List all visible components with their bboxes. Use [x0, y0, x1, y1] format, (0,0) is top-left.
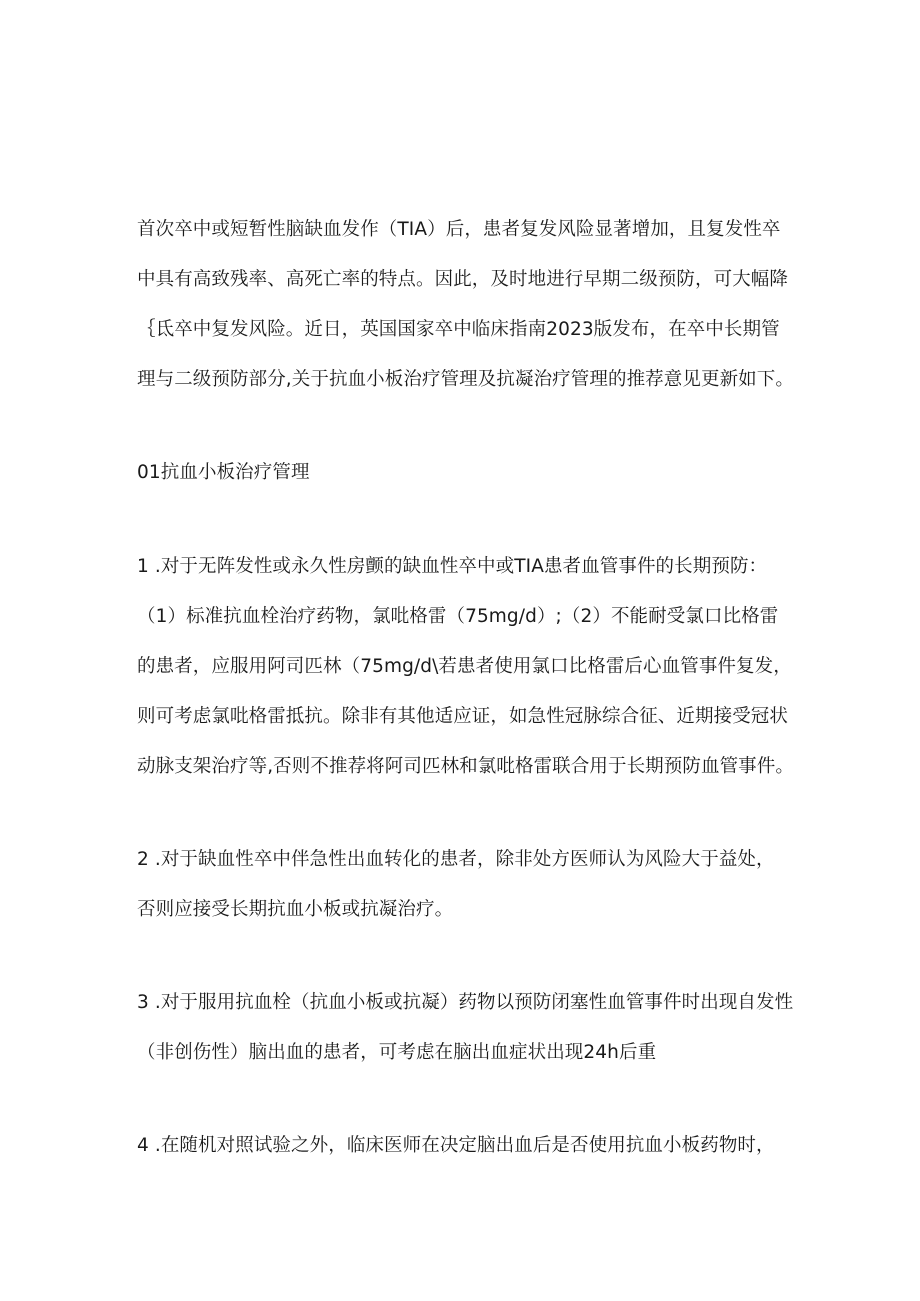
- item1-line-2: （1）标准抗血栓治疗药物，氯吡格雷（75mg/d）;（2）不能耐受氯口比格雷: [137, 606, 779, 627]
- item2-line-2: 否则应接受长期抗血小板或抗凝治疗。: [137, 899, 454, 920]
- item2-line-1: 2 .对于缺血性卒中伴急性出血转化的患者，除非处方医师认为风险大于益处，: [137, 849, 775, 870]
- item4-line-1: 4 .在随机对照试验之外，临床医师在决定脑出血后是否使用抗血小板药物时，: [137, 1135, 775, 1156]
- intro-line-3: ｛氐卒中复发风险。近日，英国国家卒中临床指南2023版发布，在卒中长期管: [137, 319, 780, 340]
- intro-line-2: 中具有高致残率、高死亡率的特点。因此，及时地进行早期二级预防，可大幅降: [137, 269, 789, 290]
- intro-line-1: 首次卒中或短暂性脑缺血发作（TIA）后，患者复发风险显著增加，且复发性卒: [137, 219, 781, 240]
- item3-line-1: 3 .对于服用抗血栓（抗血小板或抗凝）药物以预防闭塞性血管事件时出现自发性: [137, 992, 794, 1013]
- intro-line-4: 理与二级预防部分,关于抗血小板治疗管理及抗凝治疗管理的推荐意见更新如下。: [137, 369, 794, 390]
- item1-line-3: 的患者，应服用阿司匹林（75mg/d\若患者使用氯口比格雷后心血管事件复发，: [137, 656, 792, 677]
- item3-line-2: （非创伤性）脑出血的患者，可考虑在脑出血症状出现24h后重: [137, 1042, 657, 1063]
- item1-line-1: 1 .对于无阵发性或永久性房颤的缺血性卒中或TIA患者血管事件的长期预防：: [137, 556, 768, 577]
- item1-line-4: 则可考虑氯吡格雷抵抗。除非有其他适应证，如急性冠脉综合征、近期接受冠状: [137, 706, 789, 727]
- item1-line-5: 动脉支架治疗等,否则不推荐将阿司匹林和氯吡格雷联合用于长期预防血管事件。: [137, 756, 794, 777]
- section-heading: 01抗血小板治疗管理: [137, 462, 310, 483]
